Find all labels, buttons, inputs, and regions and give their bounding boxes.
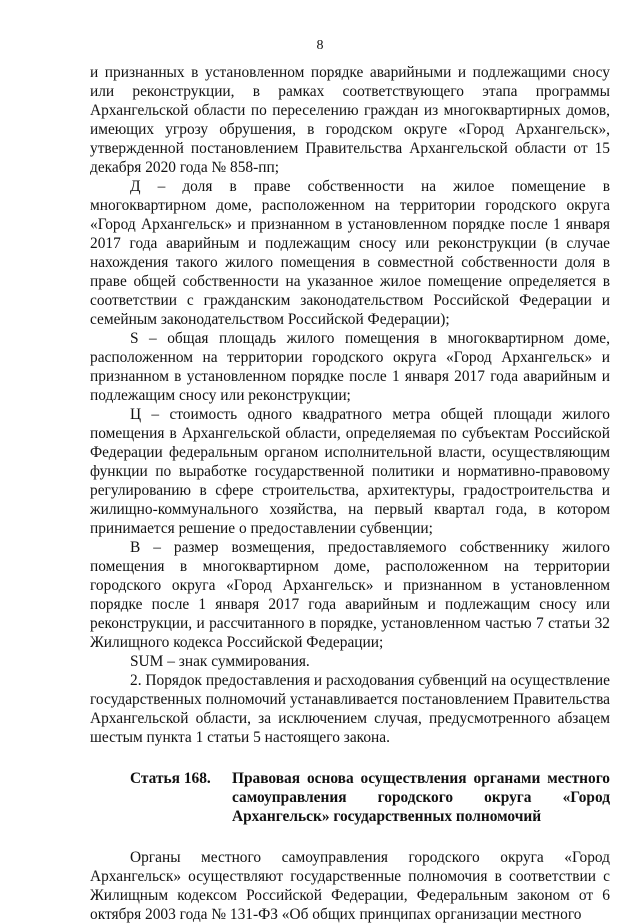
paragraph-definition-d: Д – доля в праве собственности на жилое помещение в многоквартирном доме, расположенном на территории городского округа «Город Архангельск» и признанном в установленном порядке после 1 января 2017 года аварийным и подлежащим сносу или реконструкции (в случае нахождения такого жилого помещения в совместной собственности доля в праве общей собственности на указанное жилое помещение определяется в соответствии с гражданским законодательством Российской Федерации и семейным законодательством Российской Федерации); (90, 178, 610, 328)
paragraph-article-body: Органы местного самоуправления городского округа «Город Архангельск» осуществляют государственные полномочия в соответствии с Жилищным кодексом Российской Федерации, Федеральным законом от 6 октября 2003 года № 131-ФЗ «Об общих принципах организации местного (90, 849, 610, 923)
page-number: 8 (316, 38, 324, 53)
document-body (90, 63, 610, 924)
article-title: Правовая основа осуществления органами местного самоуправления городского округа «Город Архангельск» государственных полномочий (232, 770, 610, 825)
article-heading (90, 769, 610, 826)
paragraph-definition-v: В – размер возмещения, предоставляемого собственнику жилого помещения в многоквартирном доме, расположенном на территории городского округа «Город Архангельск» и признанном в установленном порядке после 1 января 2017 года аварийным и подлежащим сносу или реконструкции, и рассчитанного в порядке, установленном частью 7 статьи 32 Жилищного кодекса Российской Федерации; (90, 539, 610, 651)
paragraph-point-2: 2. Порядок предоставления и расходования субвенций на осуществление государственных полномочий устанавливается постановлением Правительства Архангельской области, за исключением случая, предусмотренного абзацем шестым пункта 1 статьи 5 настоящего закона. (90, 672, 610, 746)
paragraph-definition-c: Ц – стоимость одного квадратного метра общей площади жилого помещения в Архангельской области, определяемая по субъектам Российской Федерации федеральным органом исполнительной власти, осуществляющим функции по выработке государственной политики и нормативно-правовому регулированию в сфере строительства, архитектуры, градостроительства и жилищно-коммунального хозяйства, на первый квартал года, в котором принимается решение о предоставлении субвенции; (90, 406, 610, 537)
paragraph-definition-s: S – общая площадь жилого помещения в многоквартирном доме, расположенном на территории городского округа «Город Архангельск» и признанном в установленном порядке после 1 января 2017 года аварийным и подлежащим сносу или реконструкции; (90, 330, 610, 404)
article-number: Статья 168. (130, 770, 211, 787)
paragraph-definition-sum: SUM – знак суммирования. (130, 653, 310, 670)
paragraph-continuation: и признанных в установленном порядке аварийными и подлежащими сносу или реконструкции, в рамках соответствующего этапа программы Архангельской области по переселению граждан из многоквартирных домов, имеющих угрозу обрушения, в городском округе «Город Архангельск», утвержденной постановлением Правительства Архангельской области от 15 декабря 2020 года № 858-пп; (90, 64, 610, 176)
